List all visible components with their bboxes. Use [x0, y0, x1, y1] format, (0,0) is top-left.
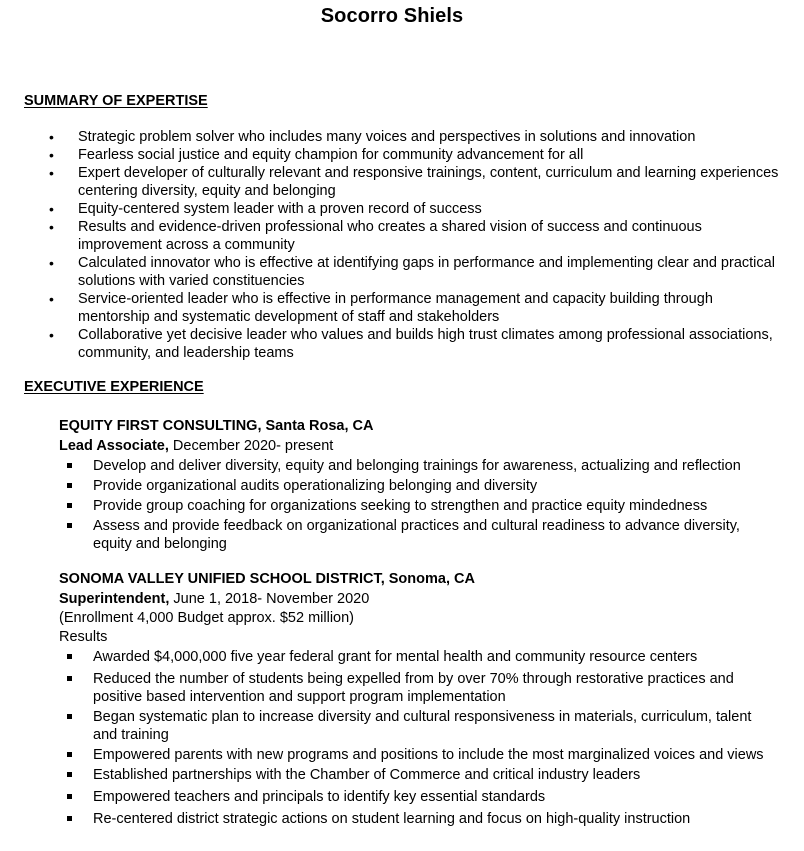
job-note: (Enrollment 4,000 Budget approx. $52 million) [59, 610, 354, 626]
job-title-line [59, 436, 779, 456]
list-item: Reduced the number of students being expelled from by over 70% through restorative practices and positive based intervention and support program implementation [59, 670, 779, 706]
list-item: Empowered parents with new programs and positions to include the most marginalized voices and views [59, 746, 779, 764]
summary-item: • Expert developer of culturally relevant and responsive trainings, content, curriculum and learning experiences centering diversity, equity and belonging [49, 165, 779, 199]
job-dates: June 1, 2018- November 2020 [169, 591, 370, 607]
summary-item: • Calculated innovator who is effective at identifying gaps in performance and implementing clear and practical solutions with varied constituencies [49, 255, 775, 289]
list-item: Assess and provide feedback on organizational practices and cultural readiness to advance diversity, equity and belonging [59, 517, 779, 553]
job-bullets [59, 457, 779, 553]
job-sonoma-valley [59, 569, 779, 828]
job-equity-first [59, 416, 779, 553]
job-role: Superintendent, [59, 591, 170, 607]
job-role: Lead Associate, [59, 438, 169, 454]
company-name: SONOMA VALLEY UNIFIED SCHOOL DISTRICT, Sonoma, CA [59, 571, 475, 587]
list-item: Established partnerships with the Chamber of Commerce and critical industry leaders [59, 766, 779, 784]
list-item: Provide organizational audits operationalizing belonging and diversity [59, 477, 779, 495]
job-bullets [59, 648, 779, 828]
list-item: Develop and deliver diversity, equity and belonging trainings for awareness, actualizing and reflection [59, 457, 779, 475]
summary-heading: SUMMARY OF EXPERTISE [24, 93, 208, 109]
summary-item: • Strategic problem solver who includes many voices and perspectives in solutions and innovation [49, 129, 696, 145]
summary-item: • Results and evidence-driven professional who creates a shared vision of success and continuous improvement across a community [49, 219, 702, 253]
summary-item: • Service-oriented leader who is effective in performance management and capacity building through mentorship and systematic development of staff and stakeholders [49, 291, 713, 325]
experience-heading: EXECUTIVE EXPERIENCE [24, 379, 204, 395]
job-title-line [59, 589, 779, 609]
results-label: Results [59, 629, 108, 645]
list-item: Awarded $4,000,000 five year federal grant for mental health and community resource centers [59, 648, 779, 666]
list-item: Provide group coaching for organizations seeking to strengthen and practice equity mindedness [59, 497, 779, 515]
summary-item: • Equity-centered system leader with a proven record of success [49, 201, 482, 217]
summary-item: • Fearless social justice and equity champion for community advancement for all [49, 147, 584, 163]
job-dates: December 2020- present [168, 438, 334, 454]
summary-item: • Collaborative yet decisive leader who values and builds high trust climates among professional associations, community, and leadership teams [49, 327, 773, 361]
list-item: Re-centered district strategic actions on student learning and focus on high-quality instruction [59, 810, 779, 828]
summary-list [0, 128, 780, 362]
company-name: EQUITY FIRST CONSULTING, Santa Rosa, CA [59, 418, 374, 434]
list-item: Began systematic plan to increase diversity and cultural responsiveness in materials, curriculum, talent and training [59, 708, 779, 744]
list-item: Empowered teachers and principals to identify key essential standards [59, 788, 779, 806]
candidate-name: Socorro Shiels [320, 5, 464, 27]
